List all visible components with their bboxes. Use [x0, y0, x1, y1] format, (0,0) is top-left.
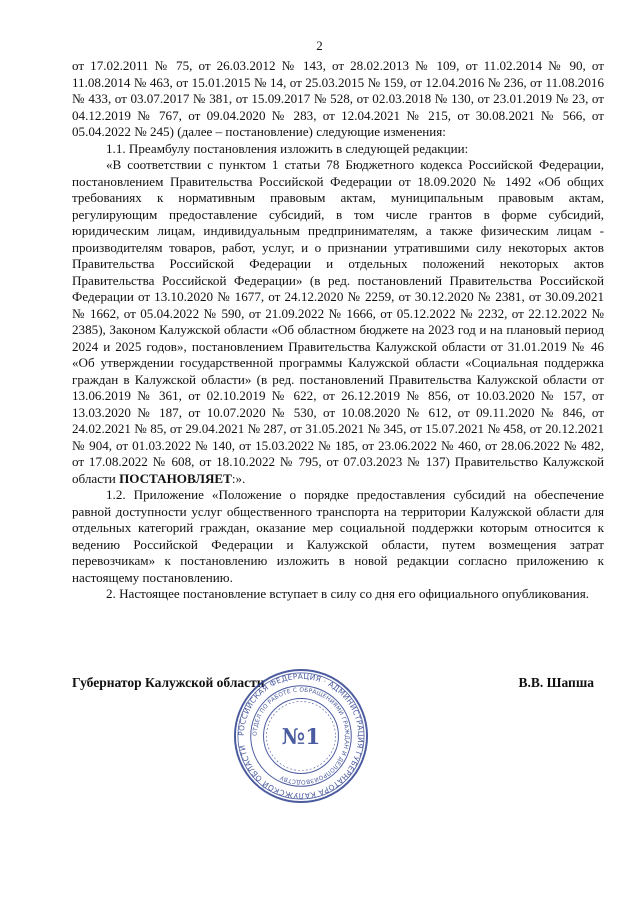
stamp-outer-text: РОССИЙСКАЯ ФЕДЕРАЦИЯ · АДМИНИСТРАЦИЯ ГУБЕРНАТОРА КАЛУЖСКОЙ ОБЛАСТИ [236, 671, 366, 801]
signatory-position: Губернатор Калужской области [72, 675, 265, 690]
paragraph-1-2: 1.2. Приложение «Положение о порядке предоставления субсидий на обеспечение равной доступности услуг общественного транспорта на территории Калужской области для отдельных категорий граждан, оказание мер социальной поддержки которым относится к ведению Российской Федерации и Калужской области, путем возмещения затрат перевозчикам» к постановлению изложить в новой редакции согласно приложению к настоящему постановлению. [72, 487, 604, 585]
preamble-text: «В соответствии с пунктом 1 статьи 78 Бюджетного кодекса Российской Федерации, постановлением Правительства Российской Федерации от 18.09.2020 № 1492 «Об общих требованиях к нормативным правовым актам, муниципальным правовым актам, регулирующим предоставление субсидий, в том числе грантов в форме субсидий, юридическим лицам, индивидуальным предпринимателям, а также физическим лицам - производителям товаров, работ, услуг, и о признании утратившими силу некоторых актов Правительства Российской Федерации и отдельных положений некоторых актов Правительства Российской Федерации» (в ред. постановлений Правительства Российской Федерации от 13.10.2020 № 1677, от 24.12.2020 № 2259, от 30.12.2020 № 2381, от 30.09.2021 № 1662, от 05.04.2022 № 590, от 21.09.2022 № 1666, от 05.12.2022 № 2232, от 22.12.2022 № 2385), Законом Калужской области «Об областном бюджете на 2023 год и на плановый период 2024 и 2025 годов», постановлением Правительства Калужской области от 31.01.2019 № 46 «Об утверждении государственной программы Калужской области «Социальная поддержка граждан в Калужской области» (в ред. постановлений Правительства Калужской области от 13.06.2019 № 361, от 02.10.2019 № 622, от 26.12.2019 № 856, от 10.03.2020 № 157, от 13.03.2020 № 187, от 10.07.2020 № 530, от 10.08.2020 № 612, от 09.11.2020 № 846, от 24.02.2021 № 85, от 29.04.2021 № 287, от 31.05.2021 № 345, от 15.07.2021 № 458, от 20.12.2021 № 904, от 01.03.2022 № 140, от 15.03.2022 № 185, от 23.06.2022 № 460, от 28.06.2022 № 482, от 17.08.2022 № 608, от 18.10.2022 № 795, от 07.03.2023 № 137) Правительство Калужской области [72, 157, 604, 486]
decree-tail: :». [231, 470, 246, 486]
paragraph-1-1: 1.1. Преамбулу постановления изложить в следующей редакции: [106, 140, 469, 156]
document-body [72, 58, 604, 603]
paragraph-amendments-list: от 17.02.2011 № 75, от 26.03.2012 № 143, от 28.02.2013 № 109, от 11.02.2014 № 90, от 11.08.2014 № 463, от 15.01.2015 № 14, от 25.03.2015 № 159, от 12.04.2016 № 236, от 11.08.2016 № 433, от 03.07.2017 № 381, от 15.09.2017 № 528, от 02.03.2018 № 130, от 23.01.2019 № 23, от 04.12.2019 № 767, от 09.04.2020 № 283, от 12.04.2021 № 215, от 30.08.2021 № 566, от 05.04.2022 № 245) (далее – постановление) следующие изменения: [72, 58, 604, 139]
decree-word: ПОСТАНОВЛЯЕТ [119, 470, 232, 486]
stamp-number: №1 [281, 724, 321, 750]
page-number: 2 [316, 38, 323, 53]
paragraph-2: 2. Настоящее постановление вступает в силу со дня его официального опубликования. [106, 586, 590, 601]
paragraph-preamble [72, 157, 604, 487]
official-seal-stamp [232, 667, 370, 805]
stamp-inner-text: ОТДЕЛ ПО РАБОТЕ С ОБРАЩЕНИЯМИ ГРАЖДАН И ДЕЛОПРОИЗВОДСТВУ [252, 687, 350, 785]
signatory-name: В.В. Шапша [518, 675, 594, 690]
